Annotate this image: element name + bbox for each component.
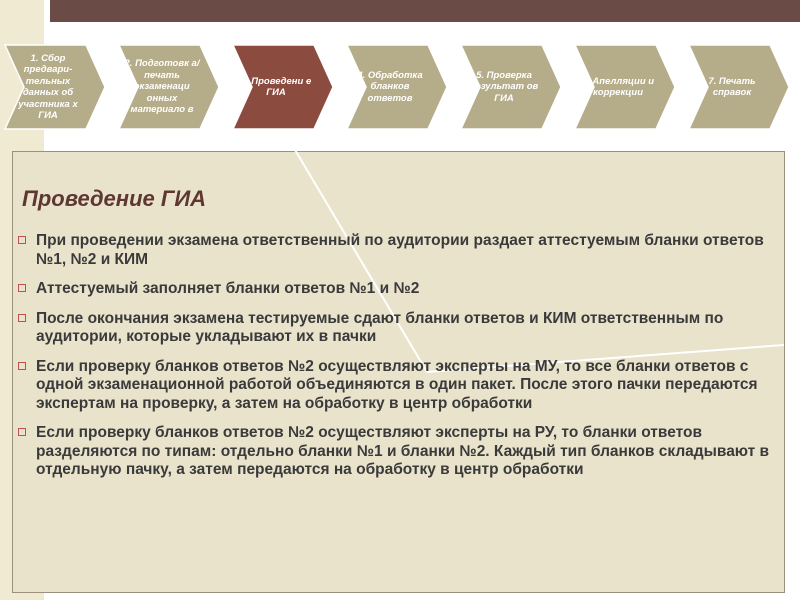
square-bullet-icon [18,362,26,370]
list-item [18,424,788,480]
step-4-label: 4. Обработка бланков ответов [357,69,423,104]
step-6-label: 6. Апелляции и коррекции [581,75,655,98]
step-5-label: 5. Проверка результат ов ГИА [469,69,539,104]
bullet-text: Если проверку бланков ответов №2 осуществляют эксперты на МУ, то все бланки ответов с одной экзаменационной работой объединяются в один пакет. После этого пачки передаются экспертам на проверку, а затем на обработку в центр обработки [36,357,758,412]
square-bullet-icon [18,314,26,322]
step-1-label: 1. Сбор предвари-тельных данных об участника х ГИА [18,52,78,121]
page-title: Проведение ГИА [22,186,207,211]
step-7-label: 7. Печать справок [708,75,756,98]
list-item [18,358,788,414]
bullet-text: При проведении экзамена ответственный по аудитории раздает аттестуемым бланки ответов №1, №2 и КИМ [36,232,764,268]
square-bullet-icon [18,284,26,292]
bullet-text: Если проверку бланков ответов №2 осуществляют эксперты на РУ, то бланки ответов разделяются по типам: отдельно бланки №1 и бланки №2. Каждый тип бланков складывают в отдельную пачку, а затем передаются на обработку в центр обработки [36,424,770,478]
list-item [18,310,788,347]
bullet-text: После окончания экзамена тестируемые сдают бланки ответов и КИМ ответственным по аудитории, которые укладывают их в пачки [36,309,724,345]
bullet-text: Аттестуемый заполняет бланки ответов №1 и №2 [36,280,420,297]
square-bullet-icon [18,236,26,244]
step-3-label: 3. Проведени е ГИА [240,75,312,98]
list-item [18,280,788,299]
step-2-label: 2. Подготовк а/ печать экзаменаци онных материало в [124,58,200,116]
list-item [18,232,788,269]
bullet-list [18,232,788,491]
square-bullet-icon [18,428,26,436]
